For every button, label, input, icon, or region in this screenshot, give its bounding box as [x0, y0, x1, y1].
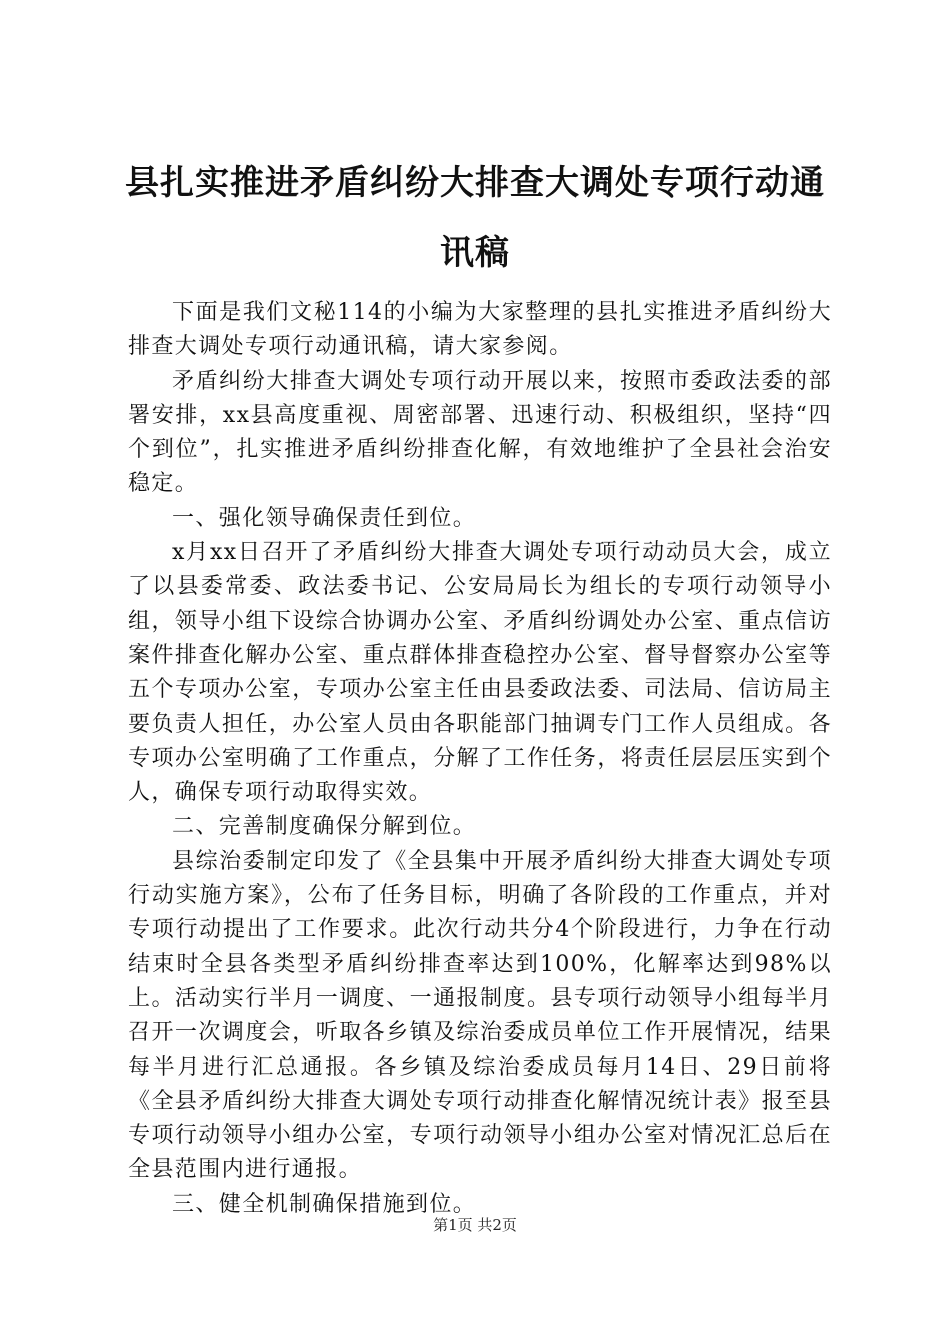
paragraph-overview: 矛盾纠纷大排查大调处专项行动开展以来，按照市委政法委的部署安排，xx县高度重视、周密部署、迅速行动、积极组织，坚持“四个到位”，扎实推进矛盾纠纷排查化解，有效地维护了全县社会治安稳定。: [128, 368, 832, 497]
section-heading-3: 三、健全机制确保措施到位。: [172, 1191, 477, 1217]
section-heading-2: 二、完善制度确保分解到位。: [172, 814, 477, 840]
paragraph-section-1: x月xx日召开了矛盾纠纷大排查大调处专项行动动员大会，成立了以县委常委、政法委书记、公安局局长为组长的专项行动领导小组，领导小组下设综合协调办公室、矛盾纠纷调处办公室、重点信访案件排查化解办公室、重点群体排查稳控办公室、督导督察办公室等五个专项办公室，专项办公室主任由县委政法委、司法局、信访局主要负责人担任，办公室人员由各职能部门抽调专门工作人员组成。各专项办公室明确了工作重点，分解了工作任务，将责任层层压实到个人，确保专项行动取得实效。: [128, 540, 832, 806]
title-line-2: 讯稿: [440, 233, 510, 273]
paragraph-section-2: 县综治委制定印发了《全县集中开展矛盾纠纷大排查大调处专项行动实施方案》，公布了任务目标，明确了各阶段的工作重点，并对专项行动提出了工作要求。此次行动共分4个阶段进行，力争在行动结束时全县各类型矛盾纠纷排查率达到100%，化解率达到98%以上。活动实行半月一调度、一通报制度。县专项行动领导小组每半月召开一次调度会，听取各乡镇及综治委成员单位工作开展情况，结果每半月进行汇总通报。各乡镇及综治委成员每月14日、29日前将《全县矛盾纠纷大排查大调处专项行动排查化解情况统计表》报至县专项行动领导小组办公室，专项行动领导小组办公室对情况汇总后在全县范围内进行通报。: [128, 848, 832, 1183]
section-heading-1: 一、强化领导确保责任到位。: [172, 505, 477, 531]
title-line-1: 县扎实推进矛盾纠纷大排查大调处专项行动通: [125, 163, 825, 203]
paragraph-intro: 下面是我们文秘114的小编为大家整理的县扎实推进矛盾纠纷大排查大调处专项行动通讯稿，请大家参阅。: [128, 300, 832, 360]
document-title: [110, 148, 840, 288]
page-number-footer: 第1页 共2页: [433, 1216, 517, 1234]
document-body: [128, 296, 832, 1222]
